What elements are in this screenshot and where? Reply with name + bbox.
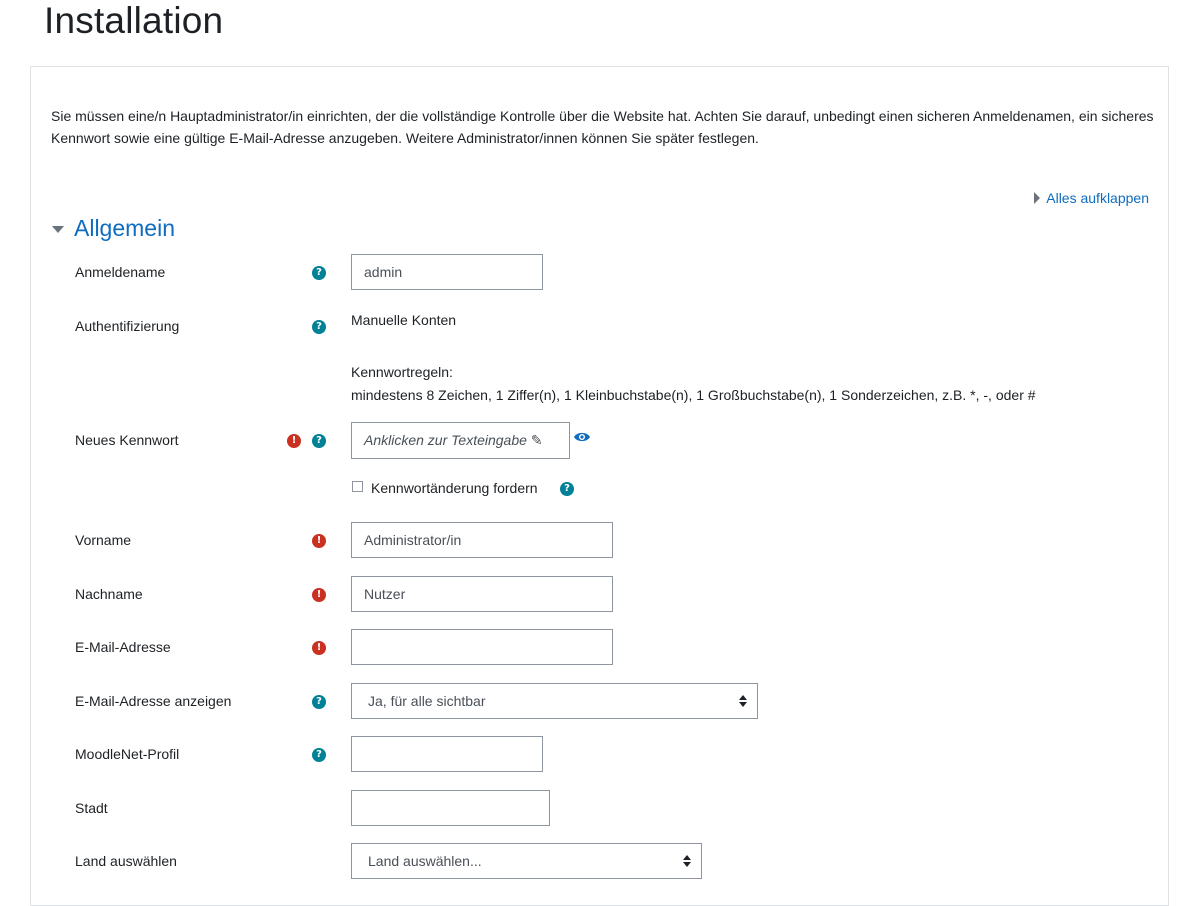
password-rules-text: mindestens 8 Zeichen, 1 Ziffer(n), 1 Kleinbuchstabe(n), 1 Großbuchstabe(n), 1 Sonderzeichen, z.B. *, -, oder #	[351, 387, 1036, 403]
new-password-field[interactable]	[351, 422, 570, 459]
username-label: Anmeldename	[75, 264, 166, 280]
email-input[interactable]	[351, 629, 613, 665]
firstname-label: Vorname	[75, 532, 132, 548]
password-rules-heading: Kennwortregeln:	[351, 364, 453, 380]
required-icon: !	[312, 588, 326, 602]
help-icon[interactable]: ?	[312, 695, 326, 709]
lastname-label: Nachname	[75, 586, 143, 602]
expand-all-link[interactable]	[1034, 190, 1149, 206]
select-caret-icon	[739, 695, 747, 707]
moodlenet-label: MoodleNet-Profil	[75, 746, 180, 762]
force-password-change-checkbox[interactable]	[352, 481, 363, 492]
select-caret-icon	[683, 855, 691, 867]
email-display-selected: Ja, für alle sichtbar	[368, 693, 486, 709]
section-general-toggle[interactable]	[52, 215, 175, 242]
auth-value: Manuelle Konten	[351, 312, 457, 328]
city-input[interactable]	[351, 790, 550, 826]
help-icon[interactable]: ?	[312, 266, 326, 280]
eye-icon[interactable]	[573, 430, 591, 444]
help-icon[interactable]: ?	[560, 482, 574, 496]
auth-label: Authentifizierung	[75, 318, 180, 334]
email-display-label: E-Mail-Adresse anzeigen	[75, 693, 232, 709]
help-icon[interactable]: ?	[312, 320, 326, 334]
required-icon: !	[287, 434, 301, 448]
username-input[interactable]	[351, 254, 543, 290]
help-icon[interactable]: ?	[312, 434, 326, 448]
expand-all-label: Alles aufklappen	[1046, 190, 1149, 206]
pencil-icon: ✎	[530, 432, 543, 448]
intro-text: Sie müssen eine/n Hauptadministrator/in einrichten, der die vollständige Kontrolle über die Website hat. Achten Sie darauf, unbedingt einen sicheren Anmeldenamen, ein sicheres Kennwort sowie eine gültige E-Mail-Adresse anzugeben. Weitere Administrator/innen können Sie später festlegen.	[51, 108, 1154, 146]
required-icon: !	[312, 641, 326, 655]
caret-down-icon	[52, 226, 64, 233]
moodlenet-input[interactable]	[351, 736, 543, 772]
caret-right-icon	[1034, 192, 1040, 204]
form-card	[30, 66, 1169, 906]
firstname-input[interactable]	[351, 522, 613, 558]
page-title: Installation	[44, 0, 224, 41]
required-icon: !	[312, 534, 326, 548]
new-password-label: Neues Kennwort	[75, 432, 179, 448]
city-label: Stadt	[75, 800, 108, 816]
lastname-input[interactable]	[351, 576, 613, 612]
email-display-select[interactable]	[351, 683, 758, 719]
email-label: E-Mail-Adresse	[75, 639, 171, 655]
force-password-change-label: Kennwortänderung fordern	[371, 480, 538, 496]
help-icon[interactable]: ?	[312, 748, 326, 762]
section-title: Allgemein	[74, 215, 175, 241]
country-selected: Land auswählen...	[368, 853, 482, 869]
new-password-placeholder: Anklicken zur Texteingabe	[364, 432, 527, 448]
country-label: Land auswählen	[75, 853, 177, 869]
country-select[interactable]	[351, 843, 702, 879]
